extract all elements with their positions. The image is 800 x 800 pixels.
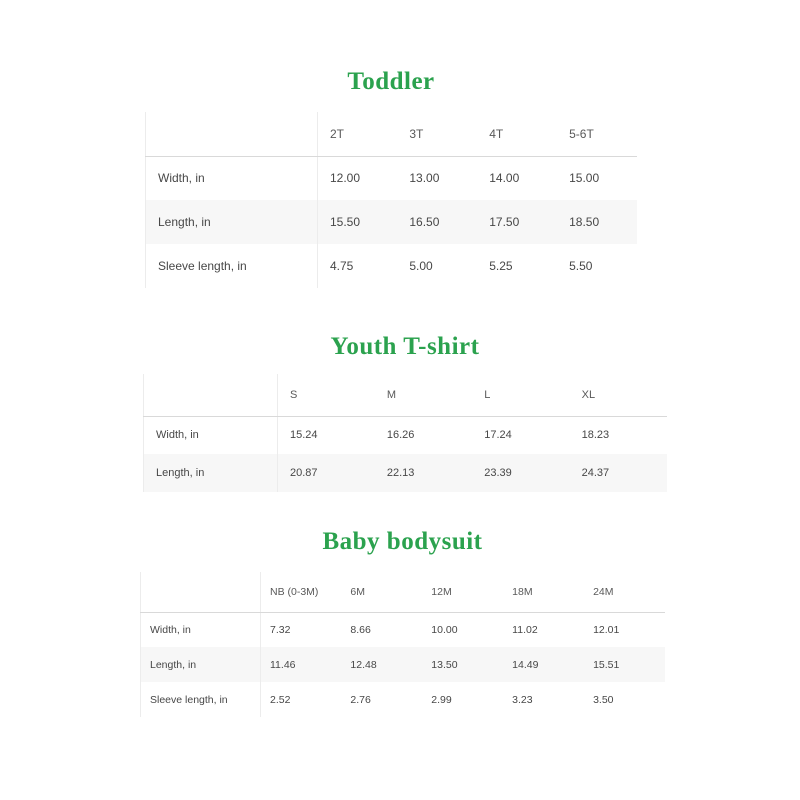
measurement-value: 4.75 xyxy=(318,244,398,288)
measurement-value: 17.50 xyxy=(489,215,520,229)
size-column-header: 24M xyxy=(584,572,665,612)
measurement-value: 13.50 xyxy=(431,658,458,671)
table-row xyxy=(146,200,638,244)
measurement-value: 20.87 xyxy=(278,454,375,492)
size-column-header: 18M xyxy=(503,572,584,612)
table-row xyxy=(141,612,666,647)
table-row xyxy=(141,647,666,682)
table-row xyxy=(146,244,638,288)
size-column-header: 4T xyxy=(477,112,557,156)
measurement-value: 15.00 xyxy=(569,171,600,186)
size-column-header: S xyxy=(278,374,375,416)
size-column-header: 3T xyxy=(397,112,477,156)
measurement-value: 12.48 xyxy=(350,658,377,671)
row-label: Width, in xyxy=(150,623,191,636)
measurement-value: 14.00 xyxy=(489,171,520,186)
size-table-youth-t-shirt xyxy=(143,374,667,492)
row-label: Sleeve length, in xyxy=(158,259,247,273)
size-column-header: 6M xyxy=(341,572,422,612)
row-label: Length, in xyxy=(156,467,205,479)
measurement-value: 15.50 xyxy=(318,200,398,244)
measurement-value: 24.37 xyxy=(581,467,610,479)
measurement-value: 15.24 xyxy=(278,416,375,454)
measurement-value: 11.02 xyxy=(512,623,538,636)
measurement-value: 11.46 xyxy=(261,647,342,682)
corner-cell xyxy=(146,112,318,156)
measurement-value: 5.25 xyxy=(489,259,513,273)
measurement-value: 3.23 xyxy=(512,693,533,706)
measurement-value: 2.99 xyxy=(431,693,452,706)
section-title-baby-bodysuit: Baby bodysuit xyxy=(322,528,483,555)
measurement-value: 22.13 xyxy=(386,467,415,479)
section-baby-bodysuit xyxy=(140,528,665,717)
measurement-value: 12.00 xyxy=(318,156,398,200)
header-row xyxy=(144,374,668,416)
size-column-header: M xyxy=(375,374,472,416)
section-title-toddler: Toddler xyxy=(347,68,435,95)
section-youth-t-shirt xyxy=(143,333,667,492)
size-table-baby-bodysuit xyxy=(140,572,665,717)
measurement-value: 5.50 xyxy=(569,259,593,273)
size-column-header: 5-6T xyxy=(557,112,637,156)
measurement-value: 14.49 xyxy=(512,658,539,671)
table-row xyxy=(144,454,668,492)
measurement-value: 13.00 xyxy=(409,171,440,186)
measurement-value: 2.52 xyxy=(261,682,342,717)
measurement-value: 2.76 xyxy=(350,693,371,706)
row-label: Length, in xyxy=(158,215,211,229)
size-column-header: 2T xyxy=(318,112,398,156)
section-title-youth-t-shirt: Youth T-shirt xyxy=(330,333,480,360)
corner-cell xyxy=(141,572,261,612)
header-row xyxy=(141,572,666,612)
measurement-value: 18.50 xyxy=(569,215,600,229)
measurement-value: 5.00 xyxy=(409,259,433,273)
size-table-toddler xyxy=(145,112,637,288)
measurement-value: 10.00 xyxy=(431,623,458,636)
table-row xyxy=(144,416,668,454)
size-column-header: 12M xyxy=(422,572,503,612)
row-label: Width, in xyxy=(158,171,205,186)
measurement-value: 23.39 xyxy=(484,467,512,479)
size-column-header: XL xyxy=(570,374,667,416)
table-row xyxy=(146,156,638,200)
measurement-value: 12.01 xyxy=(593,623,620,636)
measurement-value: 7.32 xyxy=(261,612,342,647)
header-row xyxy=(146,112,638,156)
row-label: Sleeve length, in xyxy=(150,693,228,706)
row-label: Length, in xyxy=(150,658,197,671)
size-column-header: L xyxy=(472,374,569,416)
corner-cell xyxy=(144,374,278,416)
measurement-value: 16.50 xyxy=(409,215,440,229)
measurement-value: 17.24 xyxy=(484,429,512,442)
row-label: Width, in xyxy=(156,429,199,442)
measurement-value: 15.51 xyxy=(593,658,620,671)
measurement-value: 16.26 xyxy=(386,429,415,442)
measurement-value: 3.50 xyxy=(593,693,614,706)
size-column-header: NB (0-3M) xyxy=(261,572,342,612)
measurement-value: 8.66 xyxy=(350,623,371,636)
measurement-value: 18.23 xyxy=(581,429,610,442)
section-toddler xyxy=(145,68,637,288)
table-row xyxy=(141,682,666,717)
